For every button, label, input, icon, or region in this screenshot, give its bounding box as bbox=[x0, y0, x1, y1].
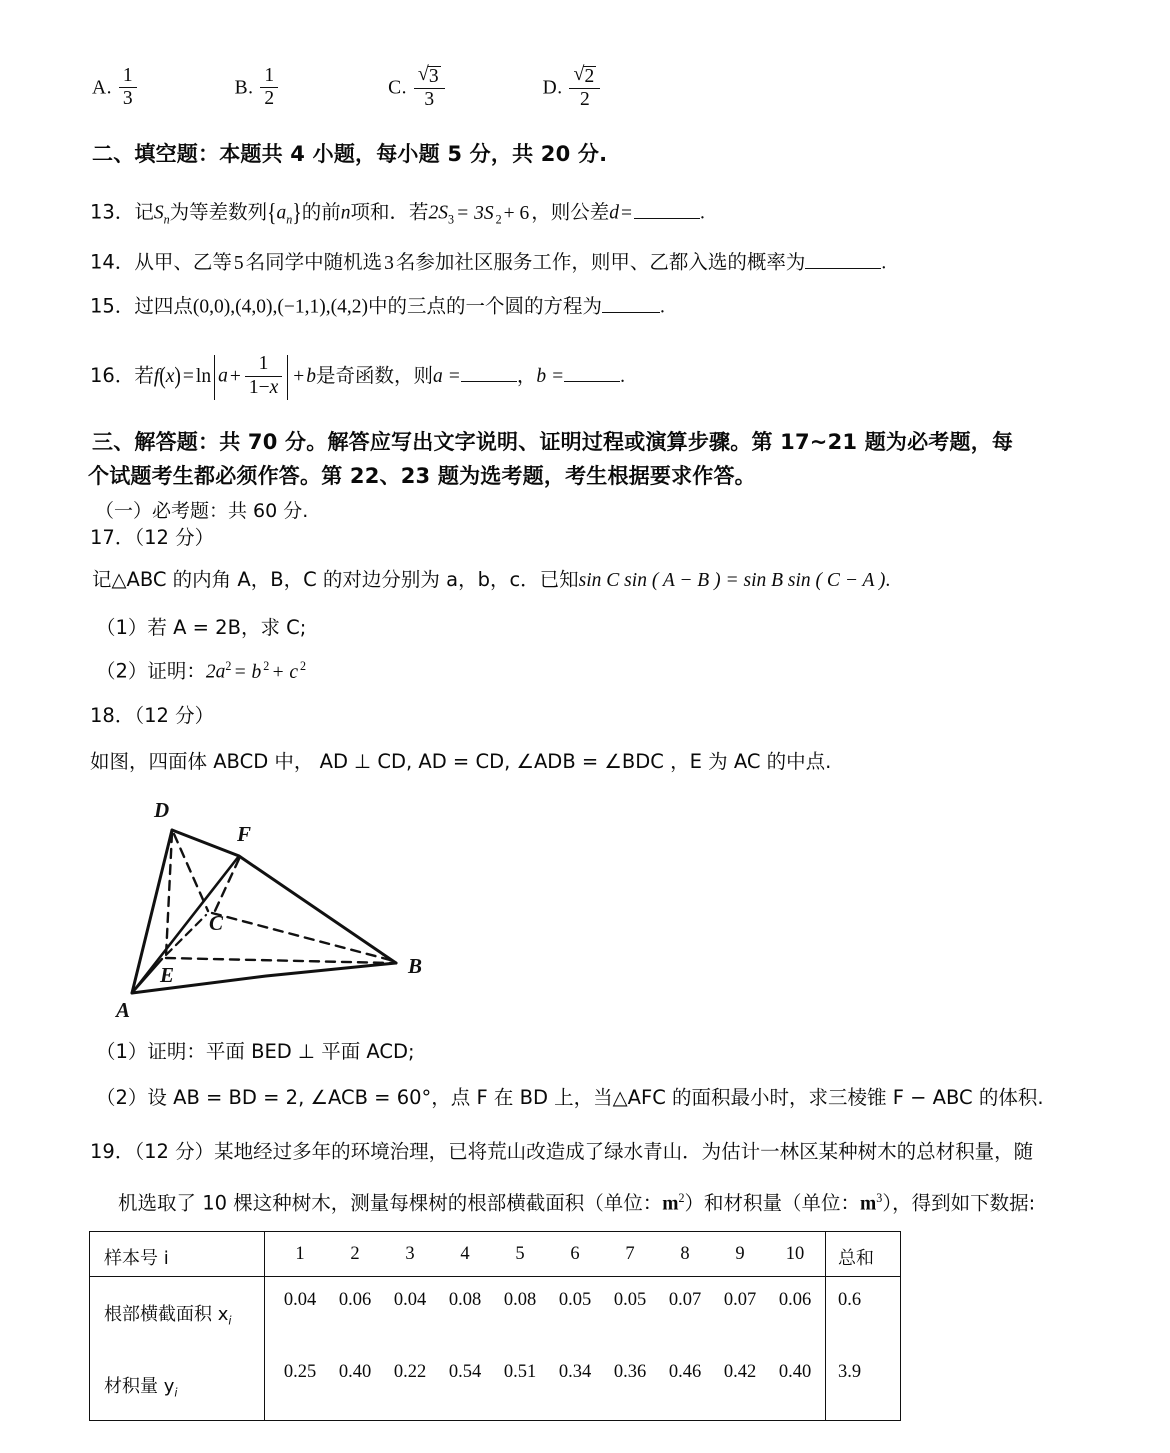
choice-value-a bbox=[119, 66, 137, 110]
fraction-numerator: 1 bbox=[260, 66, 278, 88]
q16-plus-b: + bbox=[293, 365, 305, 387]
q16-text-a: 若 bbox=[134, 363, 154, 387]
question-18-part1: （1）证明：平面 BED ⊥ 平面 ACD; bbox=[96, 1040, 415, 1063]
q13-d: d bbox=[609, 202, 620, 224]
table-col-header-9: 9 bbox=[735, 1244, 745, 1264]
fraction-denominator: 2 bbox=[579, 89, 590, 111]
table-cell-y-9: 0.42 bbox=[723, 1362, 757, 1382]
q13-number: 13． bbox=[90, 200, 135, 224]
q14-period: . bbox=[881, 252, 887, 274]
q14-number: 14． bbox=[90, 250, 135, 274]
q13-text-5: ，则公差 bbox=[531, 200, 610, 224]
choice-options-row bbox=[92, 66, 602, 112]
fraction-numerator bbox=[569, 65, 600, 89]
table-col-header-4: 4 bbox=[460, 1244, 470, 1264]
question-14 bbox=[90, 248, 886, 273]
section3-heading-line2: 个试题考生都必须作答。第 22、23 题为选考题，考生根据要求作答。 bbox=[88, 464, 756, 488]
q13-text-2: 为等差数列 bbox=[169, 200, 268, 224]
figure-label-A: A bbox=[116, 998, 131, 1022]
q13-text-1: 记 bbox=[134, 200, 154, 224]
q16-a: a bbox=[218, 365, 228, 387]
table-total-x: 0.6 bbox=[838, 1290, 862, 1310]
choice-label-c: C. bbox=[388, 77, 407, 99]
q17-body-text: 记△ABC 的内角 A，B，C 的对边分别为 a，b，c．已知 bbox=[92, 568, 579, 591]
q16-number: 16． bbox=[90, 363, 135, 387]
table-cell-y-10: 0.40 bbox=[778, 1362, 812, 1382]
choice-label-b: B. bbox=[234, 77, 254, 99]
table-total-divider bbox=[825, 1232, 826, 1420]
q16-den-1: 1 bbox=[248, 376, 259, 398]
q15-period: . bbox=[659, 296, 665, 318]
q16-eq: = bbox=[182, 365, 194, 387]
q16-abs-content bbox=[218, 355, 284, 399]
table-header-sample-id: 样本号 i bbox=[104, 1248, 169, 1269]
table-cell-y-2: 0.40 bbox=[338, 1362, 372, 1382]
q13-text-4: 项和．若 bbox=[350, 200, 429, 224]
table-total-y: 3.9 bbox=[838, 1362, 862, 1382]
q17-eq-a: 2a bbox=[205, 661, 226, 683]
question-19-line1 bbox=[90, 1142, 1033, 1163]
q19-unit-m2-sup: 2 bbox=[678, 1191, 685, 1205]
fraction-denominator: 3 bbox=[424, 89, 435, 111]
q16-fraction bbox=[245, 354, 282, 398]
q13-eq-tail: + 6 bbox=[503, 202, 530, 224]
q13-eq-mid: = 3S bbox=[456, 202, 494, 224]
abs-bar-left bbox=[214, 355, 215, 400]
choice-value-b bbox=[260, 66, 278, 110]
section2-heading: 二、填空题：本题共 4 小题，每小题 5 分，共 20 分. bbox=[92, 142, 608, 166]
q16-a-eq: a = bbox=[433, 365, 461, 387]
q16-den-x: x bbox=[269, 376, 279, 398]
q19-unit-m3-sup: 3 bbox=[876, 1191, 883, 1205]
sqrt-icon: √ 2 bbox=[573, 65, 596, 87]
question-18-number: 18．（12 分） bbox=[90, 704, 215, 727]
fraction-numerator bbox=[414, 65, 445, 89]
q16-f: f bbox=[153, 365, 160, 387]
table-cell-x-4: 0.08 bbox=[448, 1290, 482, 1310]
q16-answer-blank-a[interactable] bbox=[461, 361, 517, 382]
q14-text-a: 从甲、乙等 bbox=[134, 250, 232, 274]
question-17-body bbox=[92, 570, 890, 591]
q15-point-4: (4,2) bbox=[330, 296, 368, 318]
q17-sup-1: 2 bbox=[225, 659, 232, 673]
table-col-header-3: 3 bbox=[405, 1244, 415, 1264]
q15-point-1: (0,0) bbox=[192, 296, 231, 318]
table-cell-x-6: 0.05 bbox=[558, 1290, 592, 1310]
q14-text-c: 名参加社区服务工作，则甲、乙都入选的概率为 bbox=[395, 250, 806, 274]
q16-x: x bbox=[165, 365, 175, 387]
q16-comma: ， bbox=[516, 363, 537, 387]
q17-part2-label: （2）证明： bbox=[96, 659, 206, 683]
choice-label-d: D. bbox=[542, 77, 563, 99]
q15-number: 15． bbox=[90, 294, 135, 318]
table-col-header-1: 1 bbox=[295, 1244, 305, 1264]
table-row-label-y: 材积量 $y_i$ bbox=[104, 1376, 178, 1400]
q17-sup-2: 2 bbox=[263, 659, 270, 673]
q15-answer-blank[interactable] bbox=[602, 292, 660, 313]
figure-label-D: D bbox=[154, 798, 170, 822]
q16-plus: + bbox=[229, 365, 241, 387]
table-cell-x-7: 0.05 bbox=[613, 1290, 647, 1310]
fraction-denominator: 3 bbox=[122, 88, 133, 110]
q13-eq-left: 2S bbox=[428, 202, 448, 224]
question-17-part1: （1）若 A = 2B，求 C; bbox=[96, 616, 307, 639]
q15-point-2: (4,0) bbox=[235, 296, 273, 318]
table-cell-y-1: 0.25 bbox=[283, 1362, 317, 1382]
q16-b: b bbox=[306, 365, 316, 387]
q16-ln: ln bbox=[195, 365, 212, 387]
sample-data-table bbox=[89, 1231, 901, 1421]
q17-eq-b: = b bbox=[233, 661, 262, 683]
fraction-numerator: 1 bbox=[119, 66, 137, 88]
table-label-divider bbox=[264, 1232, 265, 1420]
q13-an-sub: n bbox=[286, 212, 293, 227]
table-cell-x-9: 0.07 bbox=[723, 1290, 757, 1310]
q19-text-line2a: 机选取了 10 棵这种树木，测量每棵树的根部横截面积（单位： bbox=[118, 1191, 663, 1215]
table-col-header-2: 2 bbox=[350, 1244, 360, 1264]
q19-unit-m3: m bbox=[860, 1193, 877, 1215]
q16-text-b: 是奇函数，则 bbox=[316, 363, 434, 387]
q16-answer-blank-b[interactable] bbox=[564, 361, 620, 382]
q13-eq-mid-sub: 2 bbox=[495, 212, 502, 227]
question-16: 16．若f(x) = ln a + $\frac{1}{1-x}$ + b是奇函数，则a = ，b = . bbox=[90, 353, 625, 398]
question-17-part2 bbox=[96, 660, 306, 682]
q13-text-3: 的前 bbox=[301, 200, 341, 224]
choice-option-d[interactable] bbox=[543, 66, 603, 112]
figure-label-E: E bbox=[160, 963, 175, 987]
question-13: 13．记$S_n$为等差数列$\{a_n\}$的前n项和．若$2S_3 = 3S$ $_2$ + 6 ，则公差d = . bbox=[90, 199, 705, 227]
q16-frac-den bbox=[245, 377, 282, 398]
q19-unit-m2: m bbox=[662, 1193, 679, 1215]
table-col-header-6: 6 bbox=[570, 1244, 580, 1264]
q16-frac-num: 1 bbox=[245, 354, 282, 376]
figure-label-C: C bbox=[209, 911, 224, 935]
table-cell-x-2: 0.06 bbox=[338, 1290, 372, 1310]
section3-heading-line1: 三、解答题：共 70 分。解答应写出文字说明、证明过程或演算步骤。第 17~21 题为必考题，每 bbox=[92, 430, 1014, 454]
table-cell-x-3: 0.04 bbox=[393, 1290, 427, 1310]
table-col-header-8: 8 bbox=[680, 1244, 690, 1264]
q15-text-b: 中的三点的一个圆的方程为 bbox=[367, 294, 602, 318]
table-cell-y-5: 0.51 bbox=[503, 1362, 537, 1382]
q16-period: . bbox=[620, 365, 625, 387]
q17-eq-c: + c bbox=[271, 661, 299, 683]
table-cell-y-3: 0.22 bbox=[393, 1362, 427, 1382]
fraction-denominator: 2 bbox=[264, 88, 275, 110]
q17-sup-3: 2 bbox=[300, 659, 307, 673]
choice-label-a: A. bbox=[92, 77, 112, 99]
q13-n: n bbox=[340, 202, 351, 224]
table-header-rule bbox=[90, 1276, 900, 1277]
q14-n3: 3 bbox=[384, 252, 394, 274]
q19-text-line1: 某地经过多年的环境治理，已将荒山改造成了绿水青山．为估计一林区某种树木的总材积量，随 bbox=[214, 1140, 1034, 1163]
q13-answer-blank[interactable] bbox=[634, 198, 700, 219]
table-row-label-x: 根部横截面积 $x_i$ bbox=[104, 1304, 232, 1328]
table-cell-x-8: 0.07 bbox=[668, 1290, 702, 1310]
q16-den-minus: − bbox=[258, 376, 270, 398]
q19-number: 19．（12 分） bbox=[90, 1140, 215, 1163]
tetrahedron-figure bbox=[96, 793, 466, 1028]
table-col-header-7: 7 bbox=[625, 1244, 635, 1264]
table-cell-x-5: 0.08 bbox=[503, 1290, 537, 1310]
choice-option-b[interactable] bbox=[235, 67, 281, 111]
section3-subheading: （一）必考题：共 60 分. bbox=[95, 500, 309, 522]
table-cell-y-6: 0.34 bbox=[558, 1362, 592, 1382]
figure-label-B: B bbox=[408, 954, 423, 978]
q13-an: a bbox=[276, 202, 287, 224]
q14-n5: 5 bbox=[233, 252, 244, 274]
table-header-total: 总和 bbox=[838, 1248, 874, 1269]
q13-Sn: S bbox=[153, 202, 164, 224]
q15-point-3: (−1,1) bbox=[277, 296, 326, 318]
table-col-header-10: 10 bbox=[785, 1244, 805, 1264]
question-18-part2: （2）设 AB = BD = 2, ∠ACB = 60°，点 F 在 BD 上，当△AFC 的面积最小时，求三棱锥 F − ABC 的体积. bbox=[96, 1086, 1044, 1109]
q17-formula: sin C sin ( A − B ) = sin B sin ( C − A ) bbox=[578, 570, 886, 591]
abs-bar-right bbox=[287, 355, 288, 400]
q13-period: . bbox=[700, 202, 705, 224]
table-col-header-5: 5 bbox=[515, 1244, 525, 1264]
question-19-line2 bbox=[118, 1192, 1035, 1214]
q17-period: . bbox=[885, 570, 891, 591]
q14-answer-blank[interactable] bbox=[805, 248, 881, 269]
q15-text-a: 过四点 bbox=[134, 294, 193, 318]
table-cell-x-10: 0.06 bbox=[778, 1290, 812, 1310]
sqrt-icon: √ 3 bbox=[418, 65, 441, 87]
table-cell-y-8: 0.46 bbox=[668, 1362, 702, 1382]
choice-value-d bbox=[569, 65, 600, 111]
q19-text-line2b: ）和材积量（单位： bbox=[684, 1191, 861, 1215]
q13-equals: = bbox=[621, 202, 633, 224]
table-cell-x-1: 0.04 bbox=[283, 1290, 317, 1310]
figure-label-F: F bbox=[237, 822, 252, 846]
choice-option-c[interactable] bbox=[388, 66, 447, 112]
q19-text-line2c: ），得到如下数据: bbox=[882, 1191, 1036, 1215]
question-17-number: 17．（12 分） bbox=[90, 526, 215, 549]
q13-Sn-sub: n bbox=[163, 212, 170, 227]
choice-value-c bbox=[414, 65, 445, 111]
table-cell-y-7: 0.36 bbox=[613, 1362, 647, 1382]
q13-eq-left-sub: 3 bbox=[447, 212, 455, 227]
choice-option-a[interactable] bbox=[92, 67, 139, 111]
question-15: 15．过四点(0,0),(4,0),(−1,1),(4,2)中的三点的一个圆的方程为 . bbox=[90, 292, 665, 317]
question-18-body: 如图，四面体 ABCD 中， AD ⊥ CD, AD = CD, ∠ADB = ∠BDC ，E 为 AC 的中点. bbox=[90, 750, 832, 773]
q14-text-b: 名同学中随机选 bbox=[245, 250, 383, 274]
q16-b-eq: b = bbox=[536, 365, 565, 387]
table-cell-y-4: 0.54 bbox=[448, 1362, 482, 1382]
